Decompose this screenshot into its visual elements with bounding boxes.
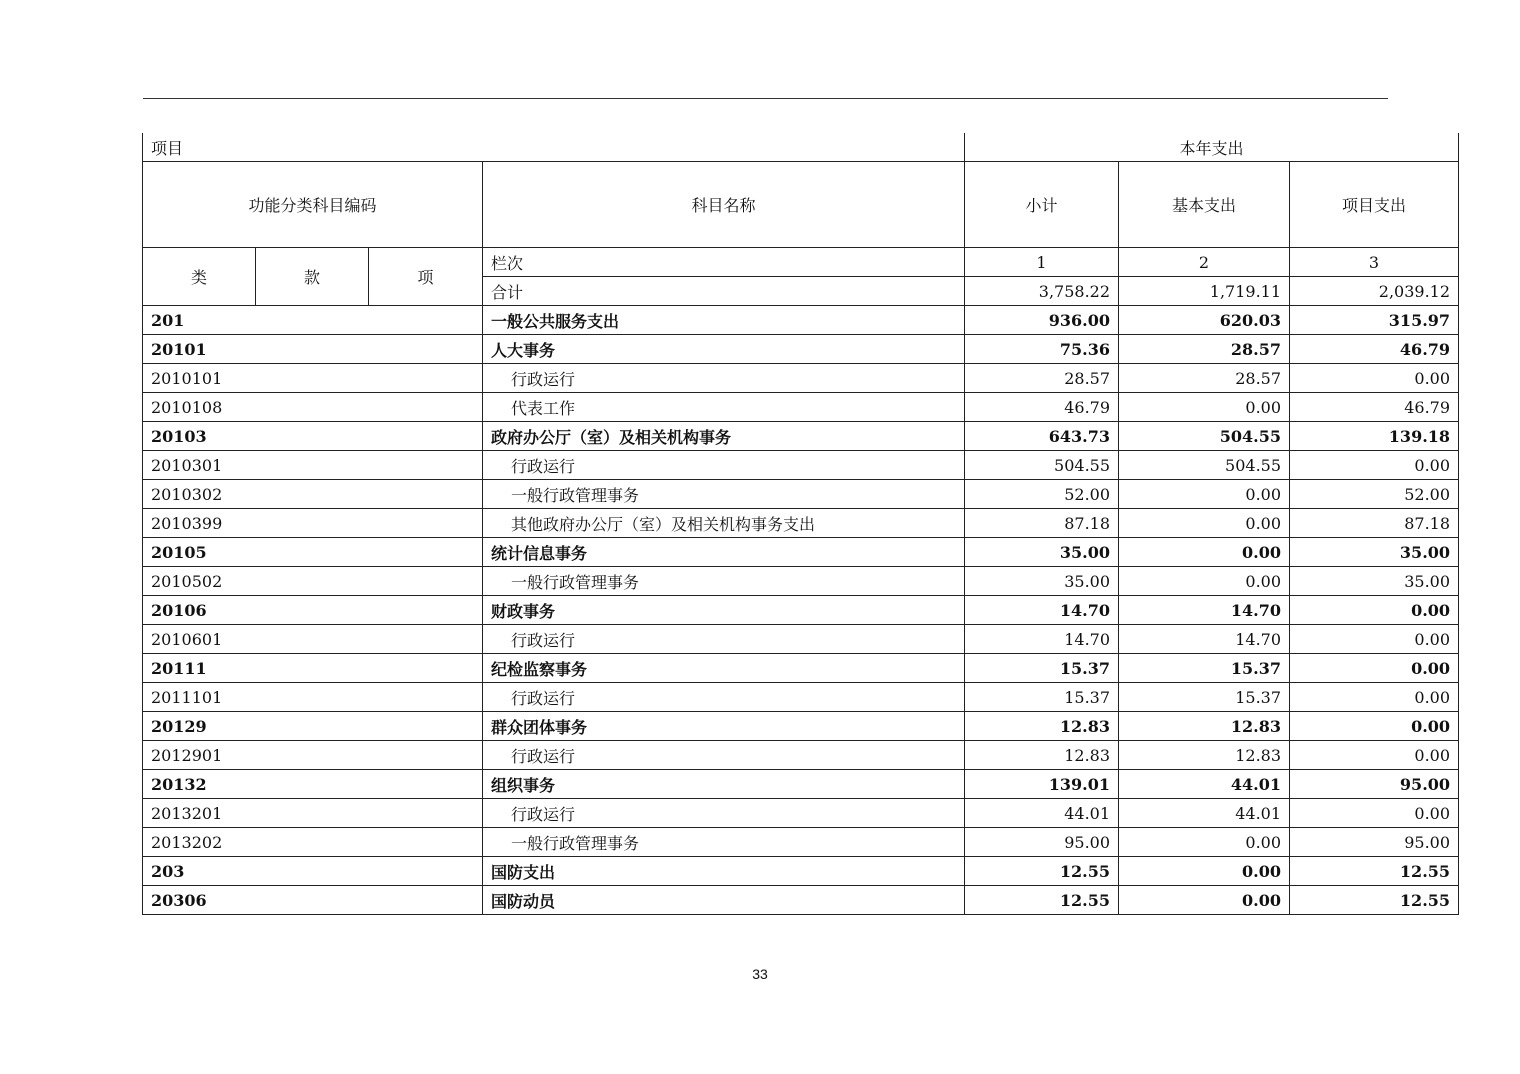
header-row-columns xyxy=(143,162,1459,248)
total-basic: 1,719.11 xyxy=(1119,277,1290,306)
subtotal-header: 小计 xyxy=(965,162,1119,248)
row-project: 12.55 xyxy=(1290,886,1459,915)
row-basic: 14.70 xyxy=(1119,625,1290,654)
row-basic: 28.57 xyxy=(1119,364,1290,393)
row-code: 2010101 xyxy=(143,364,483,393)
row-subtotal: 35.00 xyxy=(965,538,1119,567)
table-row xyxy=(143,712,1459,741)
row-subtotal: 139.01 xyxy=(965,770,1119,799)
row-subtotal: 95.00 xyxy=(965,828,1119,857)
row-project: 35.00 xyxy=(1290,538,1459,567)
code-header: 功能分类科目编码 xyxy=(143,162,483,248)
row-subtotal: 87.18 xyxy=(965,509,1119,538)
annual-expense-header: 本年支出 xyxy=(965,133,1459,162)
row-code: 203 xyxy=(143,857,483,886)
row-code: 2013201 xyxy=(143,799,483,828)
row-basic: 28.57 xyxy=(1119,335,1290,364)
row-code: 2010301 xyxy=(143,451,483,480)
row-code: 2010302 xyxy=(143,480,483,509)
row-subtotal: 12.83 xyxy=(965,741,1119,770)
row-subtotal: 12.55 xyxy=(965,886,1119,915)
row-subtotal: 14.70 xyxy=(965,596,1119,625)
page-number: 33 xyxy=(752,966,768,982)
row-basic: 0.00 xyxy=(1119,857,1290,886)
table-row xyxy=(143,828,1459,857)
row-name: 财政事务 xyxy=(483,596,965,625)
header-row-top xyxy=(143,133,1459,162)
row-project: 0.00 xyxy=(1290,364,1459,393)
row-name: 一般行政管理事务 xyxy=(483,567,965,596)
table-row xyxy=(143,509,1459,538)
row-code: 20106 xyxy=(143,596,483,625)
row-basic: 14.70 xyxy=(1119,596,1290,625)
row-code: 2010108 xyxy=(143,393,483,422)
table-row xyxy=(143,654,1459,683)
row-name: 一般行政管理事务 xyxy=(483,828,965,857)
xiang-header: 项 xyxy=(369,248,483,306)
row-name: 代表工作 xyxy=(483,393,965,422)
header-rule xyxy=(143,98,1388,99)
table-row xyxy=(143,770,1459,799)
table-row xyxy=(143,306,1459,335)
row-basic: 0.00 xyxy=(1119,828,1290,857)
row-basic: 620.03 xyxy=(1119,306,1290,335)
row-name: 其他政府办公厅（室）及相关机构事务支出 xyxy=(483,509,965,538)
row-code: 20103 xyxy=(143,422,483,451)
row-basic: 0.00 xyxy=(1119,480,1290,509)
row-project: 0.00 xyxy=(1290,683,1459,712)
row-project: 46.79 xyxy=(1290,393,1459,422)
row-project: 46.79 xyxy=(1290,335,1459,364)
row-project: 0.00 xyxy=(1290,596,1459,625)
row-basic: 44.01 xyxy=(1119,770,1290,799)
row-basic: 44.01 xyxy=(1119,799,1290,828)
row-code: 2012901 xyxy=(143,741,483,770)
row-code: 2013202 xyxy=(143,828,483,857)
row-subtotal: 936.00 xyxy=(965,306,1119,335)
row-name: 行政运行 xyxy=(483,451,965,480)
row-subtotal: 15.37 xyxy=(965,654,1119,683)
table-row xyxy=(143,683,1459,712)
row-basic: 0.00 xyxy=(1119,393,1290,422)
expense-table xyxy=(142,133,1459,915)
kuan-header: 款 xyxy=(256,248,369,306)
row-subtotal: 28.57 xyxy=(965,364,1119,393)
row-project: 139.18 xyxy=(1290,422,1459,451)
row-project: 87.18 xyxy=(1290,509,1459,538)
row-code: 2011101 xyxy=(143,683,483,712)
table-row xyxy=(143,422,1459,451)
row-basic: 0.00 xyxy=(1119,509,1290,538)
row-name: 行政运行 xyxy=(483,683,965,712)
row-subtotal: 12.55 xyxy=(965,857,1119,886)
table-row xyxy=(143,596,1459,625)
row-name: 行政运行 xyxy=(483,741,965,770)
row-basic: 0.00 xyxy=(1119,567,1290,596)
row-project: 12.55 xyxy=(1290,857,1459,886)
row-project: 0.00 xyxy=(1290,654,1459,683)
table-row xyxy=(143,393,1459,422)
row-subtotal: 15.37 xyxy=(965,683,1119,712)
lei-header: 类 xyxy=(143,248,256,306)
row-basic: 0.00 xyxy=(1119,538,1290,567)
row-code: 201 xyxy=(143,306,483,335)
row-code: 20105 xyxy=(143,538,483,567)
table-row xyxy=(143,857,1459,886)
row-name: 国防支出 xyxy=(483,857,965,886)
row-name: 一般行政管理事务 xyxy=(483,480,965,509)
row-subtotal: 504.55 xyxy=(965,451,1119,480)
row-basic: 12.83 xyxy=(1119,741,1290,770)
table-row xyxy=(143,625,1459,654)
row-subtotal: 35.00 xyxy=(965,567,1119,596)
row-code: 2010502 xyxy=(143,567,483,596)
row-code: 20101 xyxy=(143,335,483,364)
table-row xyxy=(143,567,1459,596)
row-name: 行政运行 xyxy=(483,364,965,393)
row-subtotal: 52.00 xyxy=(965,480,1119,509)
header-row-seq xyxy=(143,248,1459,277)
total-subtotal: 3,758.22 xyxy=(965,277,1119,306)
row-name: 国防动员 xyxy=(483,886,965,915)
row-project: 315.97 xyxy=(1290,306,1459,335)
row-code: 2010601 xyxy=(143,625,483,654)
table-row xyxy=(143,364,1459,393)
row-name: 人大事务 xyxy=(483,335,965,364)
row-code: 20129 xyxy=(143,712,483,741)
row-project: 95.00 xyxy=(1290,770,1459,799)
row-name: 群众团体事务 xyxy=(483,712,965,741)
col-seq-3: 3 xyxy=(1290,248,1459,277)
row-subtotal: 44.01 xyxy=(965,799,1119,828)
row-name: 行政运行 xyxy=(483,625,965,654)
row-project: 52.00 xyxy=(1290,480,1459,509)
row-name: 统计信息事务 xyxy=(483,538,965,567)
row-subtotal: 75.36 xyxy=(965,335,1119,364)
name-header: 科目名称 xyxy=(483,162,965,248)
total-label: 合计 xyxy=(483,277,965,306)
table-row xyxy=(143,799,1459,828)
row-project: 0.00 xyxy=(1290,625,1459,654)
row-project: 0.00 xyxy=(1290,741,1459,770)
row-project: 0.00 xyxy=(1290,451,1459,480)
row-subtotal: 46.79 xyxy=(965,393,1119,422)
row-basic: 15.37 xyxy=(1119,654,1290,683)
row-name: 政府办公厅（室）及相关机构事务 xyxy=(483,422,965,451)
table-row xyxy=(143,480,1459,509)
row-code: 20306 xyxy=(143,886,483,915)
table-row xyxy=(143,886,1459,915)
row-project: 95.00 xyxy=(1290,828,1459,857)
table-row xyxy=(143,451,1459,480)
row-basic: 504.55 xyxy=(1119,451,1290,480)
row-name: 行政运行 xyxy=(483,799,965,828)
table-row xyxy=(143,335,1459,364)
row-subtotal: 643.73 xyxy=(965,422,1119,451)
row-basic: 12.83 xyxy=(1119,712,1290,741)
row-name: 纪检监察事务 xyxy=(483,654,965,683)
project-expense-header: 项目支出 xyxy=(1290,162,1459,248)
row-name: 组织事务 xyxy=(483,770,965,799)
total-project: 2,039.12 xyxy=(1290,277,1459,306)
row-code: 20111 xyxy=(143,654,483,683)
row-project: 0.00 xyxy=(1290,712,1459,741)
basic-header: 基本支出 xyxy=(1119,162,1290,248)
row-subtotal: 12.83 xyxy=(965,712,1119,741)
row-basic: 0.00 xyxy=(1119,886,1290,915)
col-seq-1: 1 xyxy=(965,248,1119,277)
row-basic: 15.37 xyxy=(1119,683,1290,712)
project-header: 项目 xyxy=(143,133,965,162)
row-name: 一般公共服务支出 xyxy=(483,306,965,335)
row-project: 35.00 xyxy=(1290,567,1459,596)
row-project: 0.00 xyxy=(1290,799,1459,828)
row-code: 20132 xyxy=(143,770,483,799)
row-code: 2010399 xyxy=(143,509,483,538)
table-row xyxy=(143,538,1459,567)
col-seq-2: 2 xyxy=(1119,248,1290,277)
column-seq-label: 栏次 xyxy=(483,248,965,277)
row-subtotal: 14.70 xyxy=(965,625,1119,654)
table-row xyxy=(143,741,1459,770)
row-basic: 504.55 xyxy=(1119,422,1290,451)
